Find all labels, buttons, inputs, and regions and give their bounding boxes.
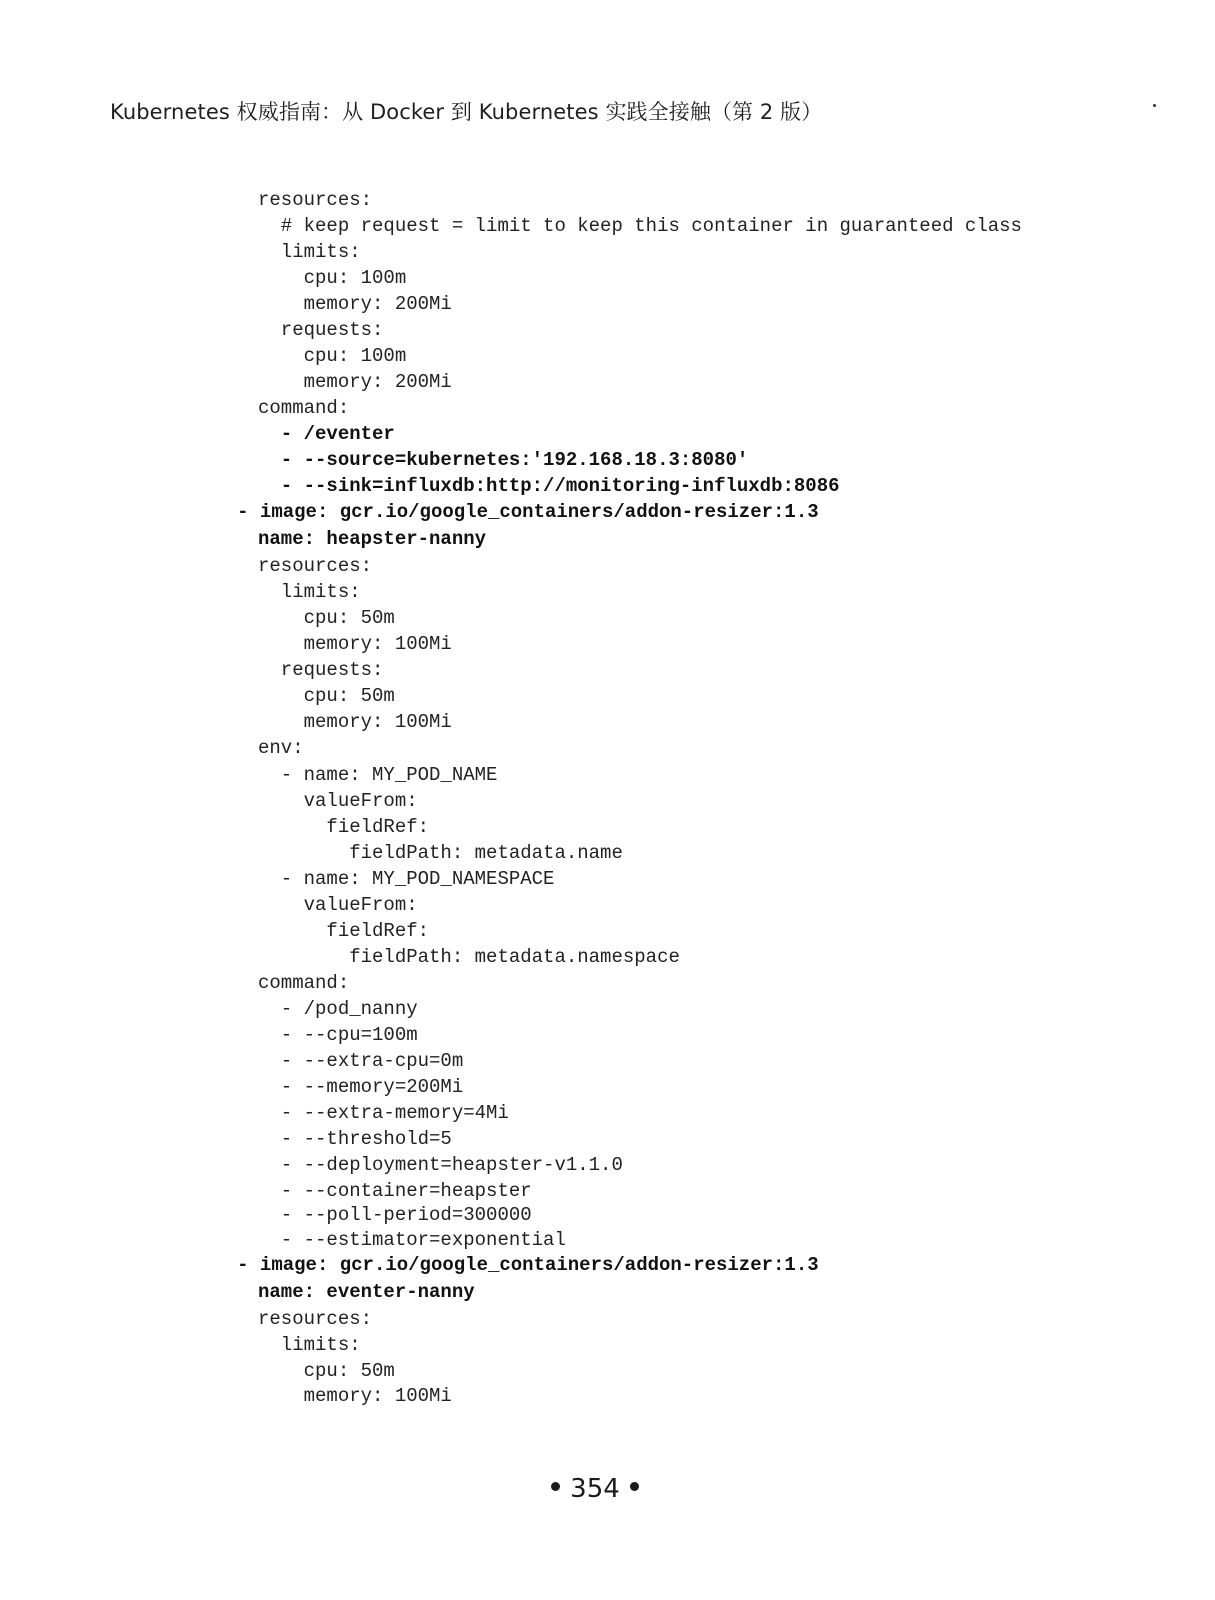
code-line: cpu: 100m xyxy=(258,267,407,289)
code-line: fieldPath: metadata.namespace xyxy=(258,946,680,968)
code-line: cpu: 50m xyxy=(258,607,395,629)
code-line: - --sink=influxdb:http://monitoring-influxdb:8086 xyxy=(258,475,840,497)
code-line: cpu: 50m xyxy=(258,685,395,707)
code-line: - --poll-period=300000 xyxy=(258,1204,532,1226)
code-line: - image: gcr.io/google_containers/addon-resizer:1.3 xyxy=(237,1254,819,1276)
page-number-bullet-left xyxy=(551,1482,560,1491)
code-line: env: xyxy=(258,737,304,759)
code-line: resources: xyxy=(258,189,373,211)
code-line: limits: xyxy=(258,241,361,263)
code-line: - /eventer xyxy=(258,423,395,445)
code-line: - --deployment=heapster-v1.1.0 xyxy=(258,1154,623,1176)
code-line: memory: 200Mi xyxy=(258,293,452,315)
code-line: fieldRef: xyxy=(258,920,430,942)
code-line: command: xyxy=(258,972,350,994)
code-line: - --source=kubernetes:'192.168.18.3:8080' xyxy=(258,449,749,471)
running-title: Kubernetes 权威指南：从 Docker 到 Kubernetes 实践全接触（第 2 版） xyxy=(110,100,823,124)
code-line: - image: gcr.io/google_containers/addon-resizer:1.3 xyxy=(237,501,819,523)
code-line: - /pod_nanny xyxy=(258,998,418,1020)
code-line: resources: xyxy=(258,1308,373,1330)
code-line: fieldPath: metadata.name xyxy=(258,842,623,864)
code-line: valueFrom: xyxy=(258,790,418,812)
code-line: valueFrom: xyxy=(258,894,418,916)
page-number-bullet-right xyxy=(630,1482,639,1491)
code-line: - --threshold=5 xyxy=(258,1128,452,1150)
code-line: memory: 200Mi xyxy=(258,371,452,393)
code-line: resources: xyxy=(258,555,373,577)
code-line: limits: xyxy=(258,1334,361,1356)
code-line: limits: xyxy=(258,581,361,603)
code-line: name: heapster-nanny xyxy=(258,528,487,550)
code-line: memory: 100Mi xyxy=(258,711,452,733)
code-line: cpu: 50m xyxy=(258,1360,395,1382)
code-line: - --extra-memory=4Mi xyxy=(258,1102,509,1124)
code-line: command: xyxy=(258,397,350,419)
code-line: memory: 100Mi xyxy=(258,1385,452,1407)
header-mark xyxy=(1153,104,1156,107)
code-line: - name: MY_POD_NAME xyxy=(258,764,498,786)
page-number xyxy=(0,1474,1190,1504)
code-line: cpu: 100m xyxy=(258,345,407,367)
code-line: - name: MY_POD_NAMESPACE xyxy=(258,868,555,890)
code-line: name: eventer-nanny xyxy=(258,1281,475,1303)
page-number-text: 354 xyxy=(570,1474,620,1504)
code-line: - --extra-cpu=0m xyxy=(258,1050,464,1072)
code-line: fieldRef: xyxy=(258,816,430,838)
code-line: # keep request = limit to keep this container in guaranteed class xyxy=(258,215,1022,237)
code-line: - --estimator=exponential xyxy=(258,1229,566,1251)
code-line: - --cpu=100m xyxy=(258,1024,418,1046)
code-line: memory: 100Mi xyxy=(258,633,452,655)
code-line: requests: xyxy=(258,319,384,341)
code-line: - --memory=200Mi xyxy=(258,1076,464,1098)
code-line: requests: xyxy=(258,659,384,681)
code-line: - --container=heapster xyxy=(258,1180,532,1202)
